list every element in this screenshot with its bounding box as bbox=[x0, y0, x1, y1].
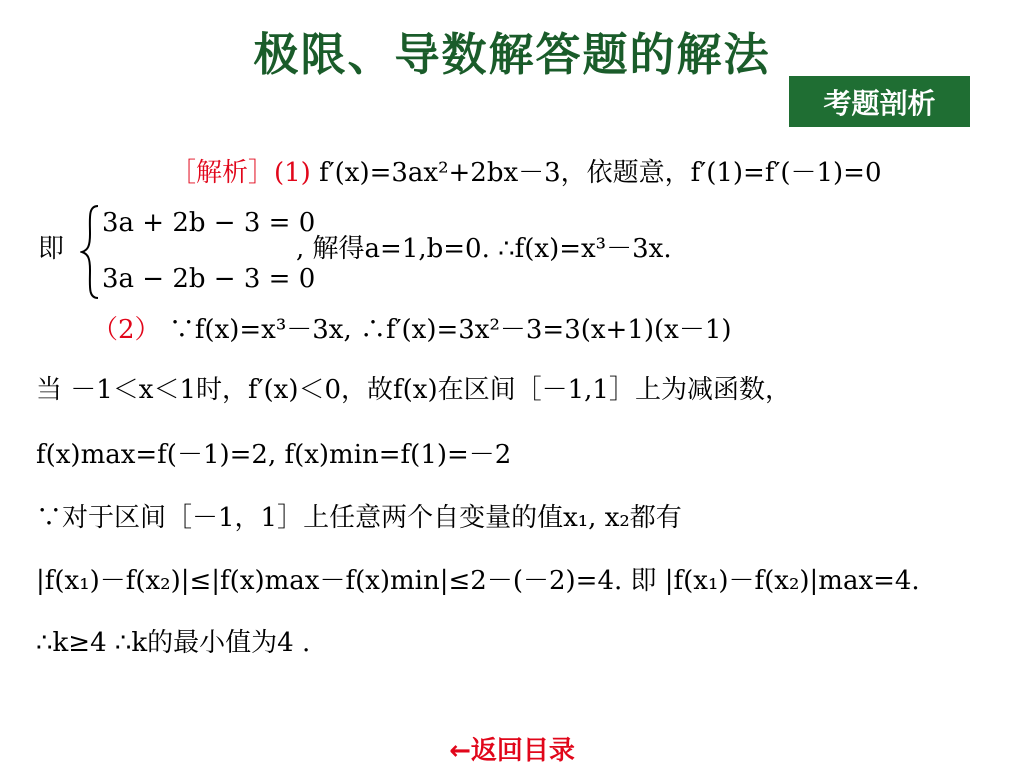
line2-prefix: 即 bbox=[38, 234, 65, 264]
analysis-line-5: f(x)max=f(－1)=2, f(x)min=f(1)=－2 bbox=[36, 440, 512, 470]
analysis-label: ［解析］(1) bbox=[170, 158, 311, 188]
analysis-line-3 bbox=[92, 317, 732, 343]
part2-label: （2） bbox=[92, 315, 161, 345]
back-to-contents-link[interactable]: ←返回目录 bbox=[449, 736, 575, 766]
line2-suffix: , 解得a=1,b=0. ∴f(x)=x³－3x. bbox=[296, 234, 672, 264]
analysis-line-7: |f(x₁)－f(x₂)|≤|f(x)max－f(x)min|≤2－(－2)=4. 即 |f(x₁)－f(x₂)|max=4. bbox=[36, 566, 920, 596]
derivative-text: f′(x)=3ax²+2bx－3，依题意，f′(1)=f′(－1)=0 bbox=[319, 158, 882, 188]
system-equation-1: 3a + 2b − 3 = 0 bbox=[102, 208, 316, 238]
system-equation-2: 3a − 2b − 3 = 0 bbox=[102, 264, 316, 294]
analysis-line-1 bbox=[170, 160, 882, 186]
part2-text: ∵f(x)=x³－3x, ∴f′(x)=3x²－3=3(x+1)(x－1) bbox=[168, 315, 732, 345]
analysis-line-8: ∴k≥4 ∴k的最小值为4 . bbox=[36, 628, 311, 658]
analysis-line-6: ∵对于区间［－1，1］上任意两个自变量的值x₁, x₂都有 bbox=[36, 503, 682, 533]
section-badge: 考题剖析 bbox=[789, 76, 970, 127]
page-title: 极限、导数解答题的解法 bbox=[253, 28, 771, 81]
analysis-line-4: 当 －1＜x＜1时，f′(x)＜0，故f(x)在区间［－1,1］上为减函数， bbox=[36, 375, 791, 405]
left-brace-icon bbox=[80, 204, 100, 300]
equation-system bbox=[80, 204, 316, 300]
